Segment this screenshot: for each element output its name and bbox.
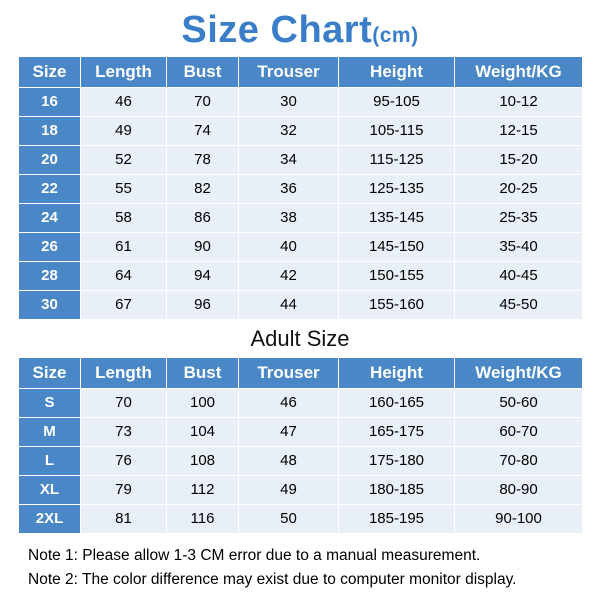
cell-length: 46: [81, 87, 167, 116]
table-row: [19, 203, 583, 232]
cell-trouser: 34: [239, 145, 339, 174]
cell-size: 16: [19, 87, 81, 116]
cell-length: 58: [81, 203, 167, 232]
table-row: [19, 116, 583, 145]
cell-size: 28: [19, 261, 81, 290]
cell-size: 30: [19, 290, 81, 319]
table-row: [19, 417, 583, 446]
column-header-trouser: Trouser: [239, 357, 339, 388]
column-header-height: Height: [339, 56, 455, 87]
table-row: [19, 174, 583, 203]
cell-trouser: 44: [239, 290, 339, 319]
cell-height: 150-155: [339, 261, 455, 290]
table-row: [19, 232, 583, 261]
cell-bust: 74: [167, 116, 239, 145]
table-header-row: [19, 357, 583, 388]
table-row: [19, 388, 583, 417]
cell-trouser: 38: [239, 203, 339, 232]
cell-length: 76: [81, 446, 167, 475]
cell-trouser: 46: [239, 388, 339, 417]
cell-trouser: 42: [239, 261, 339, 290]
cell-height: 155-160: [339, 290, 455, 319]
cell-trouser: 47: [239, 417, 339, 446]
table-row: [19, 261, 583, 290]
column-header-weight: Weight/KG: [455, 357, 583, 388]
cell-size: 24: [19, 203, 81, 232]
cell-height: 95-105: [339, 87, 455, 116]
cell-length: 49: [81, 116, 167, 145]
cell-height: 180-185: [339, 475, 455, 504]
cell-size: 2XL: [19, 504, 81, 533]
cell-trouser: 30: [239, 87, 339, 116]
cell-weight: 45-50: [455, 290, 583, 319]
table-row: [19, 446, 583, 475]
kids-size-table: [18, 56, 583, 320]
cell-bust: 112: [167, 475, 239, 504]
cell-bust: 108: [167, 446, 239, 475]
cell-trouser: 40: [239, 232, 339, 261]
table-row: [19, 475, 583, 504]
cell-bust: 96: [167, 290, 239, 319]
cell-length: 73: [81, 417, 167, 446]
cell-trouser: 48: [239, 446, 339, 475]
cell-bust: 104: [167, 417, 239, 446]
cell-length: 70: [81, 388, 167, 417]
cell-size: S: [19, 388, 81, 417]
cell-height: 135-145: [339, 203, 455, 232]
cell-weight: 80-90: [455, 475, 583, 504]
cell-bust: 116: [167, 504, 239, 533]
column-header-length: Length: [81, 357, 167, 388]
column-header-height: Height: [339, 357, 455, 388]
note-line-2: Note 2: The color difference may exist due to computer monitor display.: [28, 570, 517, 588]
cell-length: 79: [81, 475, 167, 504]
cell-trouser: 36: [239, 174, 339, 203]
cell-height: 175-180: [339, 446, 455, 475]
cell-height: 165-175: [339, 417, 455, 446]
cell-size: M: [19, 417, 81, 446]
cell-weight: 90-100: [455, 504, 583, 533]
cell-bust: 86: [167, 203, 239, 232]
cell-weight: 20-25: [455, 174, 583, 203]
column-header-size: Size: [19, 357, 81, 388]
cell-trouser: 50: [239, 504, 339, 533]
cell-trouser: 49: [239, 475, 339, 504]
table-row: [19, 87, 583, 116]
column-header-length: Length: [81, 56, 167, 87]
cell-height: 145-150: [339, 232, 455, 261]
cell-weight: 35-40: [455, 232, 583, 261]
cell-trouser: 32: [239, 116, 339, 145]
adult-size-table: [18, 357, 583, 534]
column-header-trouser: Trouser: [239, 56, 339, 87]
cell-weight: 10-12: [455, 87, 583, 116]
cell-height: 115-125: [339, 145, 455, 174]
cell-length: 64: [81, 261, 167, 290]
cell-size: 20: [19, 145, 81, 174]
table-row: [19, 145, 583, 174]
cell-bust: 90: [167, 232, 239, 261]
cell-weight: 60-70: [455, 417, 583, 446]
table-header-row: [19, 56, 583, 87]
cell-bust: 100: [167, 388, 239, 417]
cell-length: 52: [81, 145, 167, 174]
cell-size: 18: [19, 116, 81, 145]
cell-weight: 25-35: [455, 203, 583, 232]
cell-length: 61: [81, 232, 167, 261]
cell-weight: 50-60: [455, 388, 583, 417]
cell-length: 81: [81, 504, 167, 533]
cell-weight: 15-20: [455, 145, 583, 174]
cell-length: 55: [81, 174, 167, 203]
page-title-unit: (cm): [372, 24, 419, 47]
cell-weight: 40-45: [455, 261, 583, 290]
cell-bust: 78: [167, 145, 239, 174]
cell-size: 26: [19, 232, 81, 261]
adult-size-heading: Adult Size: [250, 325, 350, 351]
cell-bust: 70: [167, 87, 239, 116]
page-title-text: Size Chart: [181, 9, 373, 51]
cell-height: 185-195: [339, 504, 455, 533]
cell-size: XL: [19, 475, 81, 504]
cell-size: 22: [19, 174, 81, 203]
cell-bust: 82: [167, 174, 239, 203]
column-header-bust: Bust: [167, 56, 239, 87]
cell-weight: 70-80: [455, 446, 583, 475]
cell-bust: 94: [167, 261, 239, 290]
column-header-weight: Weight/KG: [455, 56, 583, 87]
cell-height: 105-115: [339, 116, 455, 145]
cell-size: L: [19, 446, 81, 475]
table-row: [19, 290, 583, 319]
page-title: [18, 0, 582, 56]
table-row: [19, 504, 583, 533]
cell-weight: 12-15: [455, 116, 583, 145]
cell-height: 125-135: [339, 174, 455, 203]
note-line-1: Note 1: Please allow 1-3 CM error due to a manual measurement.: [28, 546, 481, 564]
cell-height: 160-165: [339, 388, 455, 417]
column-header-bust: Bust: [167, 357, 239, 388]
column-header-size: Size: [19, 56, 81, 87]
cell-length: 67: [81, 290, 167, 319]
notes-section: [18, 534, 582, 592]
